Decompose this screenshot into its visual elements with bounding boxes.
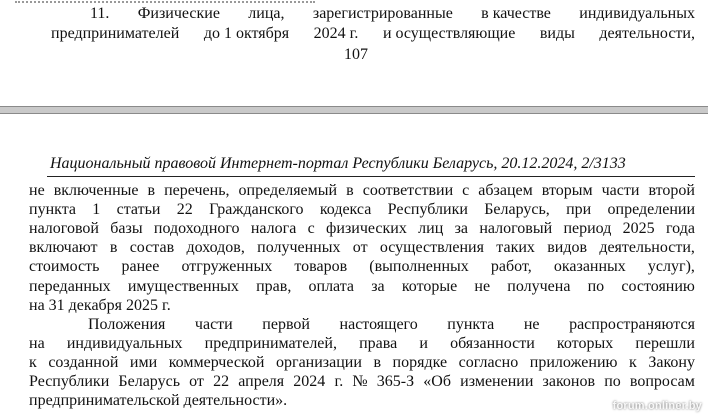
text-line: к созданной ими коммерческой организации в порядке согласно приложению к Закону <box>29 353 695 371</box>
clause-11-line-1 <box>90 4 695 24</box>
word: виды <box>539 25 575 42</box>
word: индивидуальных <box>579 5 695 22</box>
word: и осуществляющие <box>382 25 516 42</box>
word: в качестве <box>481 5 551 22</box>
watermark: forum.onliner.by <box>612 400 702 412</box>
text-line: предпринимательской деятельности». <box>29 392 288 410</box>
text-line: Положения части первой настоящего пункта не распространяются <box>88 315 695 333</box>
text-line: на индивидуальных предпринимателей, права и обязанности которых перешли <box>29 334 695 352</box>
text-line: стоимость ранее отгруженных товаров (выполненных работ, оказанных услуг), <box>29 258 695 276</box>
text-line: пункта 1 статьи 22 Гражданского кодекса Республики Беларусь, при определении <box>29 201 695 219</box>
word: зарегистрированные <box>312 5 453 22</box>
text-line: включают в состав доходов, полученных от осуществления таких видов деятельности, <box>29 239 695 257</box>
clause-11-line-2 <box>51 24 695 44</box>
text-line: Республики Беларусь от 22 апреля 2024 г. № 365-З «Об изменении законов по вопросам <box>29 373 695 390</box>
portal-header: Национальный правовой Интернет-портал Республики Беларусь, 20.12.2024, 2/3133 <box>50 155 626 172</box>
text-line: налоговой базы подоходного налога с физических лиц за налоговый период 2025 года <box>29 220 695 238</box>
word: лица, <box>248 5 285 22</box>
word: до 1 октября <box>203 25 290 42</box>
word: 11. <box>90 5 110 22</box>
word: предпринимателей <box>51 25 180 42</box>
text-line: на 31 декабря 2025 г. <box>29 296 171 314</box>
word: Физические <box>137 5 220 22</box>
word: 2024 г. <box>313 25 359 42</box>
text-line: переданных имущественных прав, оплата за которые не получена по состоянию <box>29 277 695 295</box>
header-rule <box>47 176 695 177</box>
page-separator <box>0 106 708 114</box>
page-number: 107 <box>344 46 368 63</box>
word: деятельности, <box>599 25 695 42</box>
text-line: не включенные в перечень, определяемый в соответствии с абзацем вторым части второй <box>29 182 695 199</box>
cut-text-fragment <box>15 0 315 3</box>
